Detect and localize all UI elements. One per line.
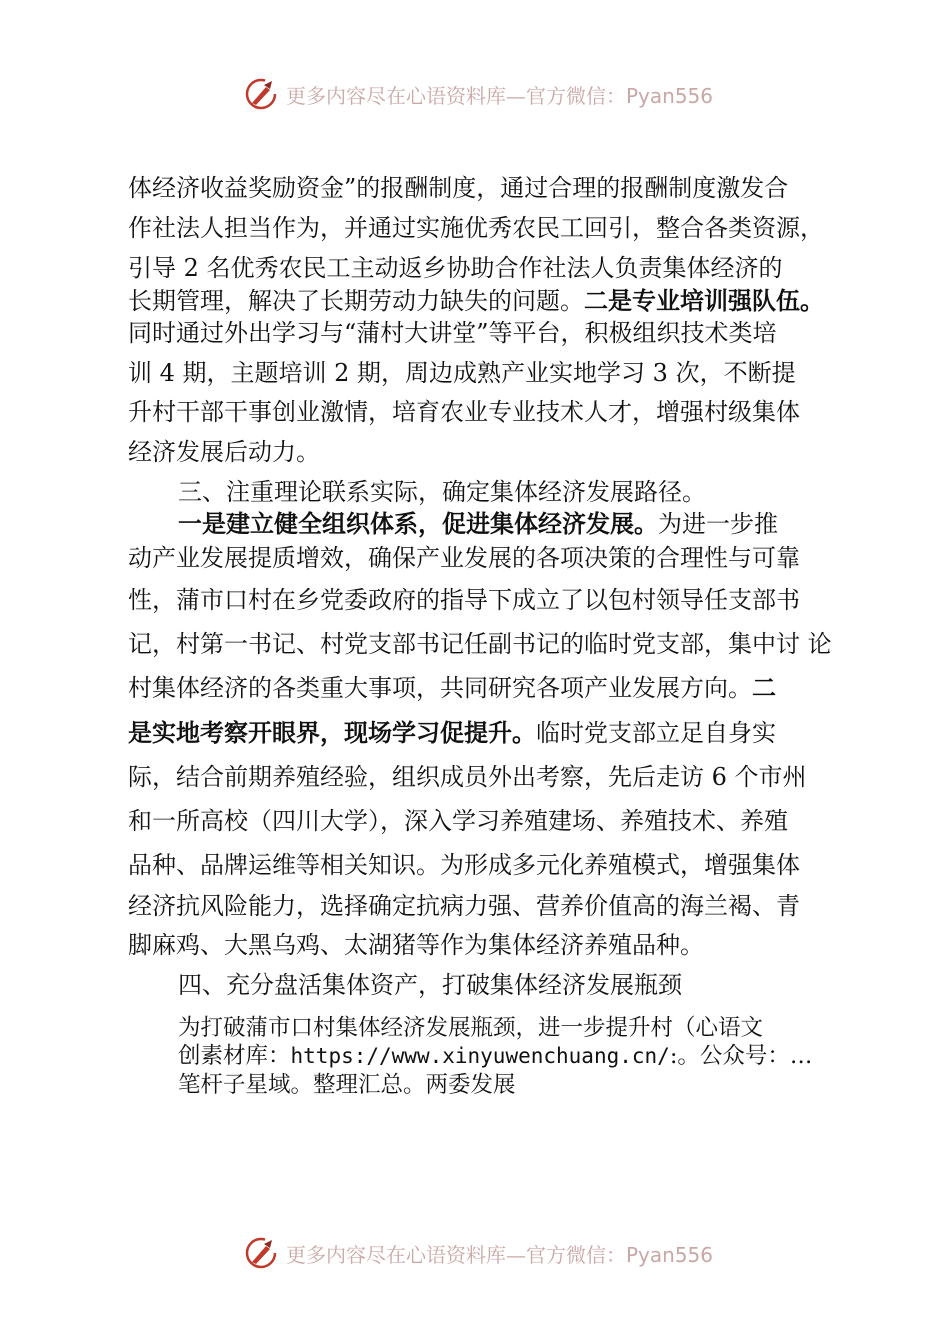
text-segment: 为进一步推 (658, 510, 778, 538)
bold-heading: 二 (752, 674, 776, 702)
text-line: 际，结合前期养殖经验，组织成员外出考察，先后走访 6 个市州 (128, 763, 807, 791)
text-line: 作社法人担当作为，并通过实施优秀农民工回引，整合各类资源， (128, 214, 824, 242)
text-segment: 临时党支部立足自身实 (536, 719, 776, 747)
footer-banner-id: Pyan556 (626, 1242, 714, 1267)
text-line (128, 673, 776, 703)
bold-heading: 一是建立健全组织体系，促进集体经济发展。 (178, 510, 658, 538)
text-line: 笔杆子星域。整理汇总。两委发展 (178, 1072, 516, 1098)
text-line: 品种、品牌运维等相关知识。为形成多元化养殖模式，增强集体 (128, 851, 800, 879)
website-url: https://www.xinyuwenchuang.cn/ (290, 1044, 670, 1068)
section-heading-4: 四、充分盘活集体资产，打破集体经济发展瓶颈 (178, 971, 682, 999)
bold-heading: 是实地考察开眼界，现场学习促提升。 (128, 719, 536, 747)
text-line (178, 1041, 812, 1071)
text-line: 同时通过外出学习与“蒲村大讲堂”等平台，积极组织技术类培 (128, 319, 777, 347)
footer-banner (0, 1233, 950, 1273)
pen-logo-icon (244, 77, 278, 111)
text-line: 性，蒲市口村在乡党委政府的指导下成立了以包村领导任支部书 (128, 586, 800, 614)
footer-banner-text: 更多内容尽在心语资料库—官方微信： (286, 1242, 626, 1267)
section-heading-3: 三、注重理论联系实际，确定集体经济发展路径。 (178, 478, 706, 506)
header-banner-id: Pyan556 (626, 83, 714, 108)
text-line: 动产业发展提质增效，确保产业发展的各项决策的合理性与可靠 (128, 544, 800, 572)
text-line: 经济发展后动力。 (128, 438, 320, 466)
text-line: 训 4 期，主题培训 2 期，周边成熟产业实地学习 3 次，不断提 (128, 359, 796, 387)
text-line (128, 286, 824, 316)
text-line: 和一所高校（四川大学），深入学习养殖建场、养殖技术、养殖 (128, 807, 788, 835)
header-banner (0, 74, 950, 114)
pen-logo-icon (244, 1236, 278, 1270)
text-line: 升村干部干事创业激情，培育农业专业技术人才，增强村级集体 (128, 398, 800, 426)
text-line: 记，村第一书记、村党支部书记任副书记的临时党支部，集中讨 论 (128, 630, 832, 658)
text-segment: :。公众号：… (669, 1043, 813, 1069)
text-line: 引导 2 名优秀农民工主动返乡协助合作社法人负责集体经济的 (128, 254, 783, 282)
text-segment: 长期管理，解决了长期劳动力缺失的问题。 (128, 287, 584, 315)
text-segment: 创素材库： (178, 1043, 291, 1069)
text-segment: 村集体经济的各类重大事项，共同研究各项产业发展方向。 (128, 674, 752, 702)
text-line: 为打破蒲市口村集体经济发展瓶颈，进一步提升村（心语文 (178, 1015, 764, 1041)
header-banner-text: 更多内容尽在心语资料库—官方微信： (286, 83, 626, 108)
bold-heading: 二是专业培训强队伍。 (584, 287, 824, 315)
text-line: 经济抗风险能力，选择确定抗病力强、营养价值高的海兰褐、青 (128, 892, 800, 920)
text-line: 体经济收益奖励资金”的报酬制度，通过合理的报酬制度激发合 (128, 174, 789, 202)
text-line: 脚麻鸡、大黑乌鸡、太湖猪等作为集体经济养殖品种。 (128, 931, 704, 959)
text-line (128, 718, 776, 748)
text-line (178, 509, 778, 539)
